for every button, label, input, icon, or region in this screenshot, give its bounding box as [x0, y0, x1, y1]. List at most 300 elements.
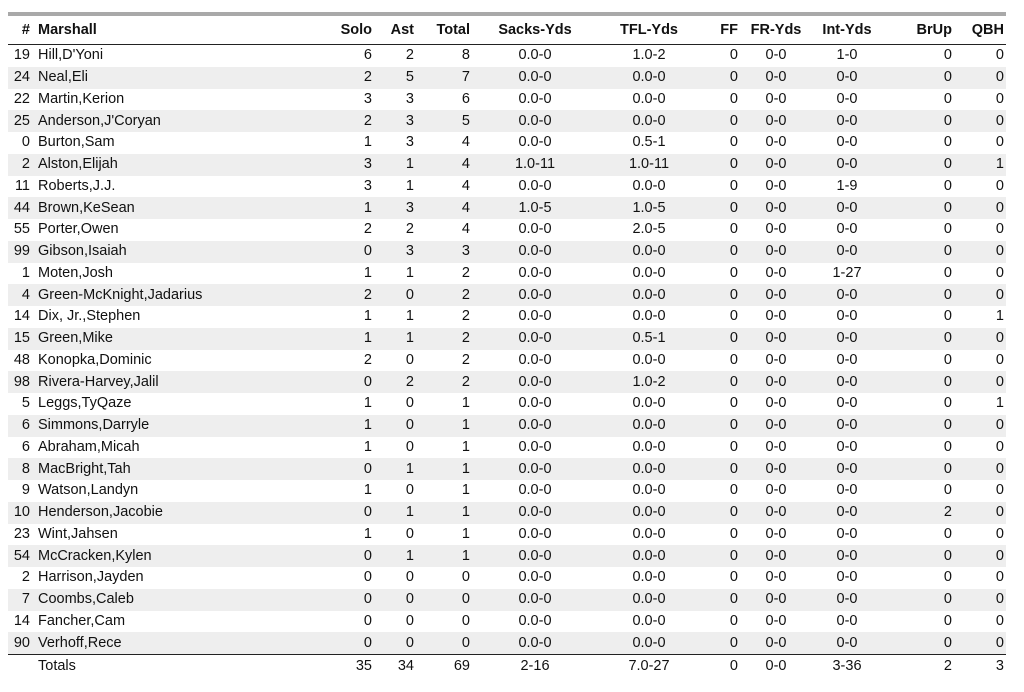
cell-ff: 0: [706, 502, 746, 524]
cell-sacks-yds: 0.0-0: [478, 632, 592, 654]
cell-brup: 0: [888, 241, 960, 263]
cell-qbh: 0: [995, 221, 1004, 238]
cell-ast: 0: [405, 351, 414, 368]
cell-total: 4: [461, 177, 470, 194]
player-name: Alston,Elijah: [34, 154, 326, 176]
cell-ff: 0: [729, 395, 738, 412]
cell-int-yds: 0-0: [836, 395, 858, 412]
cell-total: 2: [422, 371, 478, 393]
cell-ast: 1: [380, 458, 422, 480]
cell-total: 0: [422, 632, 478, 654]
cell-ast: 3: [380, 197, 422, 219]
table-row: [8, 328, 1006, 350]
cell-qbh: 0: [960, 110, 1006, 132]
cell-sacks-yds: 0.0-0: [518, 482, 552, 499]
cell-total: 4: [422, 154, 478, 176]
header-row: [8, 16, 1006, 45]
cell-brup: 0: [943, 395, 952, 412]
totals-solo: 35: [326, 655, 380, 678]
cell-ast: 3: [380, 241, 422, 263]
table-row: [8, 437, 1006, 459]
player-name: Gibson,Isaiah: [34, 241, 326, 263]
cell-sacks-yds: 0.0-0: [518, 47, 552, 64]
totals-sacks: 2-16: [478, 655, 592, 678]
cell-tfl-yds: 0.0-0: [632, 308, 666, 325]
cell-int-yds: 0-0: [806, 67, 888, 89]
cell-int-yds: 0-0: [806, 415, 888, 437]
cell-brup: 0: [943, 90, 952, 107]
table-body: [8, 45, 1006, 655]
player-name: Martin,Kerion: [38, 90, 125, 107]
player-name: Simmons,Darryle: [34, 415, 326, 437]
cell-total: 1: [422, 458, 478, 480]
player-name: Green-McKnight,Jadarius: [34, 284, 326, 306]
cell-solo: 1: [363, 482, 372, 499]
totals-row: [8, 655, 1006, 678]
table-footer: [8, 655, 1006, 678]
cell-int-yds: 0-0: [836, 351, 858, 368]
cell-fr-yds: 0-0: [746, 415, 806, 437]
cell-solo: 1: [363, 525, 372, 542]
cell-total: 1: [461, 525, 470, 542]
cell-fr-yds: 0-0: [746, 502, 806, 524]
cell-fr-yds: 0-0: [746, 458, 806, 480]
cell-fr-yds: 0-0: [746, 197, 806, 219]
player-number: 4: [8, 284, 34, 306]
cell-ast: 1: [405, 264, 414, 281]
cell-brup: 0: [943, 612, 952, 629]
table-header: [8, 16, 1006, 45]
cell-int-yds: 0-0: [836, 569, 858, 586]
table-row: [8, 524, 1006, 546]
cell-fr-yds: 0-0: [746, 328, 806, 350]
table-row: [8, 154, 1006, 176]
cell-int-yds: 0-0: [836, 438, 858, 455]
player-number: 54: [8, 545, 34, 567]
table-row: [8, 45, 1006, 67]
cell-brup: 0: [888, 371, 960, 393]
cell-sacks-yds: 0.0-0: [478, 67, 592, 89]
cell-fr-yds: 0-0: [765, 308, 787, 325]
cell-tfl-yds: 0.0-0: [632, 612, 666, 629]
cell-sacks-yds: 0.0-0: [518, 351, 552, 368]
cell-fr-yds: 0-0: [765, 90, 787, 107]
cell-ast: 0: [405, 569, 414, 586]
cell-fr-yds: 0-0: [765, 351, 787, 368]
cell-solo: 0: [326, 589, 380, 611]
header-int: Int-Yds: [806, 16, 888, 45]
cell-brup: 0: [888, 284, 960, 306]
cell-ast: 1: [380, 545, 422, 567]
cell-ast: 0: [380, 284, 422, 306]
totals-qbh: 3: [960, 655, 1006, 678]
cell-total: 1: [461, 395, 470, 412]
table-row: [8, 241, 1006, 263]
cell-fr-yds: 0-0: [765, 395, 787, 412]
cell-brup: 0: [943, 47, 952, 64]
cell-int-yds: 1-0: [836, 47, 858, 64]
cell-brup: 0: [943, 221, 952, 238]
cell-fr-yds: 0-0: [746, 545, 806, 567]
cell-sacks-yds: 0.0-0: [518, 395, 552, 412]
cell-tfl-yds: 0.0-0: [632, 264, 666, 281]
player-number: 14: [13, 308, 30, 325]
cell-tfl-yds: 1.0-2: [632, 47, 666, 64]
table-row: [8, 589, 1006, 611]
cell-tfl-yds: 1.0-11: [592, 154, 706, 176]
cell-fr-yds: 0-0: [765, 47, 787, 64]
cell-ast: 0: [380, 589, 422, 611]
cell-solo: 3: [363, 90, 372, 107]
player-number: 55: [13, 221, 30, 238]
cell-qbh: 0: [995, 482, 1004, 499]
cell-int-yds: 0-0: [836, 308, 858, 325]
totals-int: 3-36: [806, 655, 888, 678]
cell-total: 3: [422, 241, 478, 263]
player-number: 8: [8, 458, 34, 480]
cell-solo: 1: [326, 197, 380, 219]
table-row: [8, 132, 1006, 154]
defense-stats-panel: [8, 12, 1006, 677]
cell-solo: 2: [326, 284, 380, 306]
table-row: [8, 263, 1006, 285]
totals-ast: 34: [380, 655, 422, 678]
player-number: 44: [8, 197, 34, 219]
cell-sacks-yds: 1.0-11: [478, 154, 592, 176]
player-number: 25: [8, 110, 34, 132]
cell-ff: 0: [729, 438, 738, 455]
cell-ff: 0: [729, 482, 738, 499]
player-name: Wint,Jahsen: [38, 525, 118, 542]
cell-sacks-yds: 0.0-0: [478, 241, 592, 263]
player-number: 23: [13, 525, 30, 542]
cell-ff: 0: [706, 589, 746, 611]
cell-ast: 3: [380, 110, 422, 132]
header-tfl: TFL-Yds: [592, 16, 706, 45]
cell-tfl-yds: 0.0-0: [632, 438, 666, 455]
header-team: Marshall: [34, 16, 326, 45]
cell-fr-yds: 0-0: [746, 632, 806, 654]
cell-qbh: 0: [995, 134, 1004, 151]
totals-ff: 0: [706, 655, 746, 678]
player-number: 5: [21, 395, 30, 412]
cell-ast: 1: [405, 308, 414, 325]
table-row: [8, 89, 1006, 111]
cell-qbh: 0: [960, 67, 1006, 89]
player-name: Neal,Eli: [34, 67, 326, 89]
cell-tfl-yds: 0.0-0: [632, 482, 666, 499]
cell-brup: 0: [943, 308, 952, 325]
cell-int-yds: 0-0: [806, 284, 888, 306]
cell-solo: 6: [363, 47, 372, 64]
cell-qbh: 0: [960, 197, 1006, 219]
cell-int-yds: 0-0: [836, 90, 858, 107]
cell-int-yds: 0-0: [806, 110, 888, 132]
cell-sacks-yds: 0.0-0: [518, 264, 552, 281]
cell-qbh: 0: [995, 47, 1004, 64]
cell-total: 4: [461, 221, 470, 238]
cell-brup: 0: [943, 438, 952, 455]
player-name: Abraham,Micah: [38, 438, 140, 455]
cell-ff: 0: [706, 458, 746, 480]
cell-solo: 0: [326, 371, 380, 393]
cell-ff: 0: [729, 351, 738, 368]
cell-solo: 0: [363, 612, 372, 629]
cell-ast: 2: [380, 371, 422, 393]
table-row: [8, 284, 1006, 306]
cell-total: 0: [461, 569, 470, 586]
table-row: [8, 393, 1006, 415]
cell-qbh: 1: [995, 395, 1004, 412]
cell-qbh: 1: [960, 154, 1006, 176]
cell-ast: 1: [380, 502, 422, 524]
cell-ast: 1: [380, 328, 422, 350]
cell-solo: 0: [326, 502, 380, 524]
cell-ff: 0: [706, 632, 746, 654]
player-number: 6: [8, 415, 34, 437]
table-row: [8, 197, 1006, 219]
cell-tfl-yds: 0.0-0: [592, 502, 706, 524]
cell-solo: 0: [326, 241, 380, 263]
cell-sacks-yds: 0.0-0: [478, 545, 592, 567]
cell-int-yds: 0-0: [806, 241, 888, 263]
table-row: [8, 306, 1006, 328]
table-row: [8, 350, 1006, 372]
cell-sacks-yds: 0.0-0: [518, 569, 552, 586]
header-ff: FF: [706, 16, 746, 45]
totals-label: Totals: [34, 655, 326, 678]
cell-tfl-yds: 0.0-0: [592, 110, 706, 132]
cell-qbh: 0: [960, 458, 1006, 480]
cell-ff: 0: [706, 241, 746, 263]
cell-qbh: 0: [960, 284, 1006, 306]
player-name: Rivera-Harvey,Jalil: [34, 371, 326, 393]
cell-brup: 0: [888, 545, 960, 567]
cell-tfl-yds: 0.0-0: [592, 67, 706, 89]
cell-solo: 1: [326, 415, 380, 437]
cell-int-yds: 0-0: [806, 154, 888, 176]
cell-total: 2: [422, 284, 478, 306]
cell-tfl-yds: 0.0-0: [632, 177, 666, 194]
player-name: Watson,Landyn: [38, 482, 139, 499]
player-number: 2: [21, 569, 30, 586]
player-number: 0: [21, 134, 30, 151]
cell-sacks-yds: 0.0-0: [478, 371, 592, 393]
cell-solo: 2: [363, 351, 372, 368]
totals-brup: 2: [888, 655, 960, 678]
cell-ast: 0: [380, 632, 422, 654]
cell-fr-yds: 0-0: [746, 284, 806, 306]
player-name: Coombs,Caleb: [34, 589, 326, 611]
header-sacks: Sacks-Yds: [478, 16, 592, 45]
cell-total: 0: [461, 612, 470, 629]
cell-ff: 0: [729, 221, 738, 238]
cell-tfl-yds: 0.0-0: [632, 90, 666, 107]
cell-ast: 2: [405, 221, 414, 238]
defense-stats-table: [8, 16, 1006, 677]
cell-ast: 0: [405, 395, 414, 412]
cell-qbh: 0: [995, 177, 1004, 194]
table-row: [8, 611, 1006, 633]
cell-solo: 2: [326, 67, 380, 89]
cell-solo: 1: [363, 264, 372, 281]
cell-brup: 0: [888, 154, 960, 176]
cell-int-yds: 0-0: [836, 221, 858, 238]
cell-fr-yds: 0-0: [746, 371, 806, 393]
cell-sacks-yds: 0.0-0: [518, 525, 552, 542]
cell-ast: 3: [405, 134, 414, 151]
cell-ast: 0: [405, 438, 414, 455]
cell-fr-yds: 0-0: [765, 438, 787, 455]
header-fr: FR-Yds: [746, 16, 806, 45]
cell-total: 6: [461, 90, 470, 107]
cell-int-yds: 0-0: [836, 612, 858, 629]
player-name: Leggs,TyQaze: [38, 395, 132, 412]
cell-qbh: 1: [995, 308, 1004, 325]
cell-brup: 0: [888, 110, 960, 132]
cell-ff: 0: [729, 308, 738, 325]
cell-tfl-yds: 0.0-0: [632, 395, 666, 412]
cell-qbh: 0: [960, 241, 1006, 263]
cell-ff: 0: [729, 90, 738, 107]
cell-fr-yds: 0-0: [765, 134, 787, 151]
cell-ast: 0: [380, 415, 422, 437]
cell-qbh: 0: [960, 545, 1006, 567]
player-name: Dix, Jr.,Stephen: [38, 308, 141, 325]
cell-int-yds: 0-0: [806, 632, 888, 654]
cell-qbh: 0: [960, 632, 1006, 654]
cell-total: 8: [461, 47, 470, 64]
cell-int-yds: 0-0: [806, 328, 888, 350]
cell-tfl-yds: 0.5-1: [592, 328, 706, 350]
table-row: [8, 480, 1006, 502]
cell-ff: 0: [729, 134, 738, 151]
player-number: 90: [8, 632, 34, 654]
cell-solo: 0: [326, 545, 380, 567]
cell-qbh: 0: [995, 351, 1004, 368]
cell-ast: 3: [405, 90, 414, 107]
cell-ast: 0: [405, 525, 414, 542]
totals-spacer: [8, 655, 34, 678]
cell-sacks-yds: 0.0-0: [518, 90, 552, 107]
player-number: 15: [8, 328, 34, 350]
cell-brup: 0: [943, 525, 952, 542]
cell-solo: 0: [363, 569, 372, 586]
cell-solo: 1: [363, 395, 372, 412]
cell-int-yds: 1-9: [836, 177, 858, 194]
cell-solo: 1: [363, 134, 372, 151]
table-row: [8, 176, 1006, 198]
cell-ff: 0: [706, 110, 746, 132]
totals-fr: 0-0: [746, 655, 806, 678]
cell-ff: 0: [706, 284, 746, 306]
cell-tfl-yds: 0.0-0: [592, 632, 706, 654]
player-name: Anderson,J'Coryan: [34, 110, 326, 132]
cell-solo: 1: [326, 328, 380, 350]
totals-total: 69: [422, 655, 478, 678]
cell-int-yds: 0-0: [836, 482, 858, 499]
cell-ff: 0: [729, 612, 738, 629]
cell-fr-yds: 0-0: [765, 264, 787, 281]
table-row: [8, 67, 1006, 89]
cell-ff: 0: [729, 264, 738, 281]
cell-sacks-yds: 0.0-0: [518, 308, 552, 325]
header-ast: Ast: [380, 16, 422, 45]
cell-brup: 0: [888, 589, 960, 611]
cell-tfl-yds: 0.0-0: [592, 589, 706, 611]
cell-solo: 2: [326, 110, 380, 132]
cell-fr-yds: 0-0: [765, 221, 787, 238]
cell-int-yds: 0-0: [806, 197, 888, 219]
cell-tfl-yds: 0.5-1: [632, 134, 666, 151]
cell-total: 0: [422, 589, 478, 611]
cell-int-yds: 0-0: [806, 502, 888, 524]
player-number: 48: [13, 351, 30, 368]
cell-sacks-yds: 0.0-0: [478, 284, 592, 306]
cell-qbh: 0: [995, 612, 1004, 629]
cell-ff: 0: [729, 177, 738, 194]
cell-brup: 0: [888, 197, 960, 219]
cell-sacks-yds: 0.0-0: [478, 415, 592, 437]
cell-total: 2: [461, 308, 470, 325]
cell-total: 2: [461, 264, 470, 281]
player-name: Harrison,Jayden: [38, 569, 144, 586]
cell-total: 1: [461, 482, 470, 499]
cell-solo: 0: [326, 632, 380, 654]
cell-sacks-yds: 0.0-0: [518, 134, 552, 151]
player-number: 98: [8, 371, 34, 393]
cell-tfl-yds: 0.0-0: [592, 545, 706, 567]
cell-qbh: 0: [995, 525, 1004, 542]
cell-int-yds: 0-0: [836, 134, 858, 151]
cell-sacks-yds: 0.0-0: [518, 438, 552, 455]
player-number: 6: [21, 438, 30, 455]
player-name: Henderson,Jacobie: [34, 502, 326, 524]
cell-fr-yds: 0-0: [765, 569, 787, 586]
cell-solo: 1: [363, 438, 372, 455]
cell-brup: 0: [888, 328, 960, 350]
cell-total: 5: [422, 110, 478, 132]
player-number: 22: [13, 90, 30, 107]
table-row: [8, 632, 1006, 654]
header-brup: BrUp: [888, 16, 960, 45]
cell-brup: 0: [888, 67, 960, 89]
cell-int-yds: 0-0: [806, 589, 888, 611]
cell-int-yds: 0-0: [806, 545, 888, 567]
cell-fr-yds: 0-0: [746, 154, 806, 176]
cell-sacks-yds: 0.0-0: [518, 221, 552, 238]
table-row: [8, 545, 1006, 567]
cell-solo: 2: [363, 221, 372, 238]
cell-solo: 3: [363, 177, 372, 194]
table-row: [8, 219, 1006, 241]
cell-tfl-yds: 0.0-0: [592, 415, 706, 437]
cell-total: 4: [461, 134, 470, 151]
cell-qbh: 0: [995, 264, 1004, 281]
header-qbh: QBH: [960, 16, 1006, 45]
cell-int-yds: 0-0: [806, 371, 888, 393]
player-name: Fancher,Cam: [38, 612, 126, 629]
cell-sacks-yds: 0.0-0: [478, 110, 592, 132]
cell-ff: 0: [729, 47, 738, 64]
cell-qbh: 0: [995, 90, 1004, 107]
cell-tfl-yds: 0.0-0: [632, 525, 666, 542]
cell-fr-yds: 0-0: [765, 177, 787, 194]
cell-ff: 0: [706, 371, 746, 393]
table-row: [8, 502, 1006, 524]
cell-sacks-yds: 0.0-0: [518, 612, 552, 629]
cell-sacks-yds: 1.0-5: [478, 197, 592, 219]
